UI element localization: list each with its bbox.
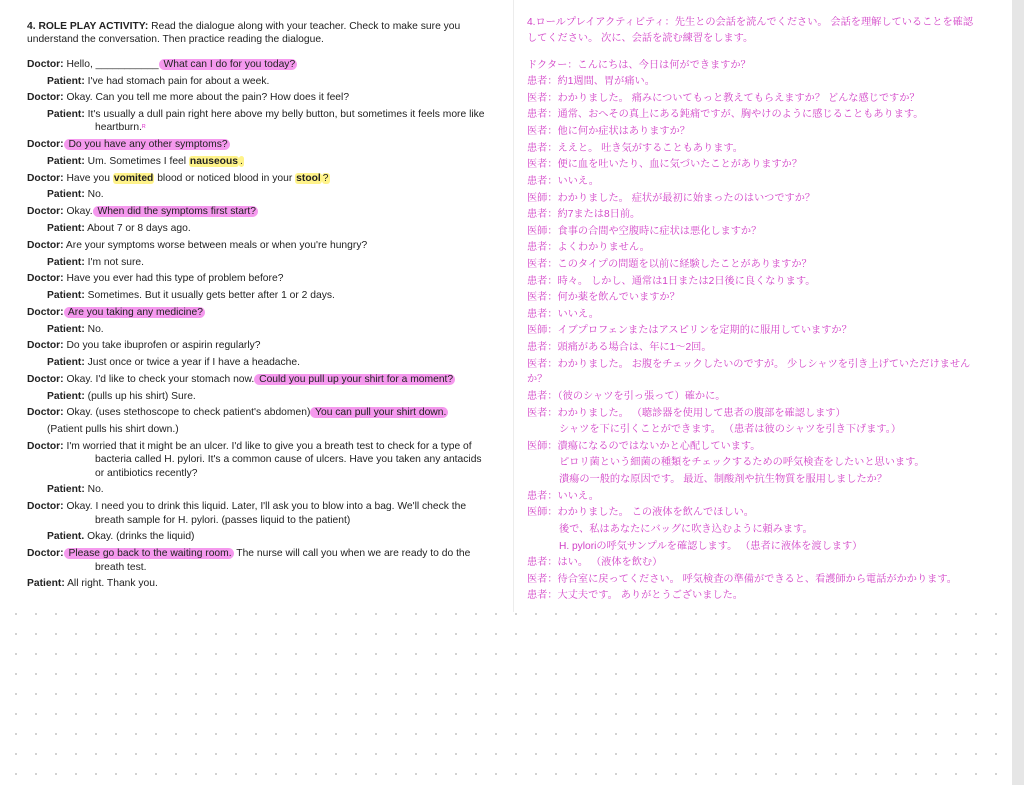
speaker-label: Doctor: bbox=[27, 306, 64, 318]
japanese-line-3: 医者：わかりました。 痛みについてもっと教えてもらえますか？ どんな感じですか？ bbox=[527, 92, 920, 104]
dialogue-line-22 bbox=[27, 423, 489, 436]
pink-highlight: Are you taking any medicine? bbox=[65, 306, 203, 318]
japanese-line-15: 医者：何か薬を飲んでいますか？ bbox=[527, 292, 680, 304]
dialogue-text: No. bbox=[87, 323, 104, 335]
dialogue-text: I'm worried that it might be an ulcer. I'd like to give you a breath test to check for a type of bacteria called H. pylori. It's a common cause of ulcers. Have you taken any antacids or antibiotics recently? bbox=[66, 440, 482, 479]
japanese-line-12: 患者：よくわかりません。 bbox=[527, 242, 650, 254]
dialogue-text: Okay. (uses stethoscope to check patient's abdomen) bbox=[66, 407, 311, 419]
dialogue-text: Hello, ___________ bbox=[66, 58, 159, 70]
activity-title bbox=[27, 20, 489, 47]
japanese-line-19: 医者：わかりました。 お腹をチェックしたいのですが。 少しシャツを引き上げていただけませんか？ bbox=[527, 358, 971, 386]
pink-highlight: What can I do for you today? bbox=[160, 58, 296, 70]
pink-highlight: Could you pull up your shirt for a moment? bbox=[256, 373, 454, 385]
dialogue-line-20 bbox=[27, 390, 489, 403]
dialogue-text: Are your symptoms worse between meals or when you're hungry? bbox=[65, 239, 368, 251]
dialogue-line-25 bbox=[27, 500, 489, 527]
pink-highlight: When did the symptoms first start? bbox=[94, 206, 256, 218]
japanese-line-32: 患者：大丈夫です。 ありがとうございました。 bbox=[527, 590, 743, 602]
dialogue-line-10 bbox=[27, 222, 489, 235]
speaker-label: Doctor: bbox=[27, 172, 64, 184]
stage-direction: (Patient pulls his shirt down.) bbox=[47, 424, 179, 436]
dialogue-line-23 bbox=[27, 440, 489, 480]
speaker-label: Patient: bbox=[47, 290, 85, 302]
dialogue-text: Okay. I need you to drink this liquid. Later, I'll ask you to blow into a bag. We'll check the breath sample for H. pylori. (passes liquid to the patient) bbox=[66, 501, 467, 526]
dialogue-text: All right. Thank you. bbox=[67, 578, 158, 590]
speaker-label: Patient. bbox=[47, 531, 85, 543]
japanese-line-26: 患者：いいえ。 bbox=[527, 490, 599, 502]
dialogue-text: Okay. Can you tell me more about the pain? How does it feel? bbox=[66, 92, 350, 104]
page-edge-scroll-area bbox=[1012, 0, 1024, 785]
dialogue-line-27 bbox=[27, 547, 489, 574]
pink-highlight: Please go back to the waiting room. bbox=[65, 548, 232, 560]
japanese-line-31: 医者：待合室に戻ってください。 呼気検査の準備ができると、看護師から電話がかかります。 bbox=[527, 573, 957, 585]
dialogue-line-15 bbox=[27, 306, 489, 319]
speaker-label: Patient: bbox=[47, 189, 85, 201]
japanese-line-11: 医師：食事の合間や空腹時に症状は悪化しますか？ bbox=[527, 225, 762, 237]
speaker-label: Patient: bbox=[27, 578, 65, 590]
speaker-label: Doctor: bbox=[27, 239, 64, 251]
japanese-line-30: 患者：はい。 （液体を飲む） bbox=[527, 557, 663, 569]
dialogue-line-1 bbox=[27, 58, 489, 71]
dialogue-line-21 bbox=[27, 406, 489, 419]
dialogue-line-5 bbox=[27, 138, 489, 151]
dialogue-text: Have you bbox=[66, 172, 113, 184]
japanese-title: 4.ロールプレイアクティビティ：先生との会話を読んでください。 会話を理解していることを確認してください。 次に、会話を読む練習をします。 bbox=[527, 17, 974, 44]
dialogue-line-6 bbox=[27, 155, 489, 168]
yellow-highlight-punct: . bbox=[240, 155, 243, 167]
yellow-highlight-word: stool bbox=[296, 172, 321, 184]
speaker-label: Patient: bbox=[47, 484, 85, 496]
yellow-highlight-word: nauseous bbox=[189, 155, 238, 167]
dialogue-text: I'm not sure. bbox=[87, 256, 144, 268]
speaker-label: Patient: bbox=[47, 75, 85, 87]
japanese-line-5: 医者：他に何か症状はありますか？ bbox=[527, 126, 690, 138]
japanese-line-29: H. pyloriの呼気サンプルを確認します。 （患者に液体を渡します） bbox=[559, 540, 863, 552]
japanese-line-8: 患者：いいえ。 bbox=[527, 175, 599, 187]
japanese-line-28: 後で、私はあなたにバッグに吹き込むように頼みます。 bbox=[559, 523, 813, 535]
dialogue-line-4 bbox=[27, 108, 489, 135]
japanese-line-4: 患者：通常、おへその真上にある鈍痛ですが、胸やけのように感じることもあります。 bbox=[527, 109, 924, 121]
japanese-line-9: 医師：わかりました。 症状が最初に始まったのはいつですか？ bbox=[527, 192, 816, 204]
dialogue-text: Just once or twice a year if I have a headache. bbox=[87, 357, 300, 369]
japanese-line-22: シャツを下に引くことができます。 （患者は彼のシャツを引き下げます。） bbox=[559, 424, 902, 436]
speaker-label: Doctor: bbox=[27, 548, 64, 560]
dialogue-text: I've had stomach pain for about a week. bbox=[87, 75, 270, 87]
dialogue-line-18 bbox=[27, 356, 489, 369]
japanese-line-6: 患者：ええと。 吐き気がすることもあります。 bbox=[527, 142, 743, 154]
activity-instructions: Read the dialogue along with your teacher. Check to make sure you understand the conversation. Then practice reading the dialogue. bbox=[27, 21, 461, 46]
speaker-label: Patient: bbox=[47, 155, 85, 167]
speaker-label: Doctor: bbox=[27, 501, 64, 513]
annotation-mark: ᴿ bbox=[141, 123, 146, 133]
dialogue-text: Sometimes. But it usually gets better after 1 or 2 days. bbox=[87, 290, 335, 302]
dialogue-line-28 bbox=[27, 577, 489, 590]
japanese-line-7: 医者：便に血を吐いたり、血に気づいたことがありますか？ bbox=[527, 159, 803, 171]
speaker-label: Doctor: bbox=[27, 407, 64, 419]
speaker-label: Patient: bbox=[47, 323, 85, 335]
dialogue-line-8 bbox=[27, 188, 489, 201]
speaker-label: Doctor: bbox=[27, 139, 64, 151]
dialogue-text: blood or noticed blood in your bbox=[154, 172, 296, 184]
japanese-line-18: 患者：頭痛がある場合は、年に1〜2回。 bbox=[527, 341, 712, 353]
dialogue-line-19 bbox=[27, 373, 489, 386]
speaker-label: Doctor: bbox=[27, 340, 64, 352]
japanese-line-1: ドクター：こんにちは、今日は何ができますか？ bbox=[527, 59, 751, 71]
dialogue-text: The nurse will call you when we are ready to do the breath test. bbox=[95, 548, 471, 573]
speaker-label: Doctor: bbox=[27, 92, 64, 104]
dialogue-text: Okay. bbox=[66, 206, 93, 218]
speaker-label: Patient: bbox=[47, 390, 85, 402]
japanese-line-20: 患者：（彼のシャツを引っ張って）確かに。 bbox=[527, 391, 726, 403]
dialogue-text: About 7 or 8 days ago. bbox=[87, 223, 191, 235]
japanese-line-24: ピロリ菌という細菌の種類をチェックするための呼気検査をしたいと思います。 bbox=[559, 457, 925, 469]
dialogue-line-16 bbox=[27, 323, 489, 336]
dialogue-text: No. bbox=[87, 484, 104, 496]
speaker-label: Patient: bbox=[47, 357, 85, 369]
dialogue-line-17 bbox=[27, 339, 489, 352]
japanese-line-21: 医者：わかりました。 （聴診器を使用して患者の腹部を確認します） bbox=[527, 407, 846, 419]
japanese-line-14: 患者：時々。 しかし、通常は1日または2日後に良くなります。 bbox=[527, 275, 816, 287]
japanese-line-25: 潰瘍の一般的な原因です。 最近、制酸剤や抗生物質を服用しましたか？ bbox=[559, 474, 888, 486]
dialogue-line-26 bbox=[27, 530, 489, 543]
speaker-label: Doctor: bbox=[27, 373, 64, 385]
dialogue-text: Have you ever had this type of problem before? bbox=[66, 273, 284, 285]
dialogue-line-14 bbox=[27, 289, 489, 302]
speaker-label: Doctor: bbox=[27, 273, 64, 285]
english-dialogue-column bbox=[27, 20, 489, 594]
pink-highlight: Do you have any other symptoms? bbox=[65, 139, 228, 151]
dialogue-text: Okay. (drinks the liquid) bbox=[87, 531, 195, 543]
japanese-line-23: 医師：潰瘍になるのではないかと心配しています。 bbox=[527, 440, 761, 452]
speaker-label: Patient: bbox=[47, 256, 85, 268]
yellow-highlight-punct: ? bbox=[322, 172, 329, 184]
speaker-label: Doctor: bbox=[27, 58, 64, 70]
dialogue-line-11 bbox=[27, 239, 489, 252]
pink-highlight: You can pull your shirt down. bbox=[312, 407, 447, 419]
dialogue-text: Do you take ibuprofen or aspirin regularly? bbox=[66, 340, 261, 352]
dialogue-line-12 bbox=[27, 256, 489, 269]
dialogue-line-2 bbox=[27, 75, 489, 88]
dialogue-line-3 bbox=[27, 91, 489, 104]
yellow-highlight-word: vomited bbox=[113, 172, 154, 184]
japanese-line-16: 患者：いいえ。 bbox=[527, 308, 599, 320]
column-divider bbox=[513, 0, 514, 612]
speaker-label: Doctor: bbox=[27, 440, 64, 452]
speaker-label: Patient: bbox=[47, 109, 85, 121]
speaker-label: Doctor: bbox=[27, 206, 64, 218]
dialogue-text: Um. Sometimes I feel bbox=[87, 155, 189, 167]
dialogue-text: No. bbox=[87, 189, 104, 201]
activity-title-bold: 4. ROLE PLAY ACTIVITY: bbox=[27, 21, 149, 32]
dialogue-text: It's usually a dull pain right here above my belly button, but sometimes it feels more like heartburn. bbox=[87, 109, 485, 134]
japanese-line-10: 患者：約7または8日前。 bbox=[527, 209, 641, 221]
dialogue-line-9 bbox=[27, 205, 489, 218]
japanese-line-2: 患者：約1週間、胃が痛い。 bbox=[527, 76, 655, 88]
japanese-line-27: 医師：わかりました。 この液体を飲んでほしい。 bbox=[527, 507, 754, 519]
japanese-line-13: 医者：このタイプの問題を以前に経験したことがありますか？ bbox=[527, 258, 812, 270]
dialogue-text: Okay. I'd like to check your stomach now. bbox=[66, 373, 255, 385]
dialogue-text: (pulls up his shirt) Sure. bbox=[87, 390, 196, 402]
dialogue-line-7 bbox=[27, 172, 489, 185]
speaker-label: Patient: bbox=[47, 223, 85, 235]
japanese-line-17: 医師：イブプロフェンまたはアスピリンを定期的に服用していますか？ bbox=[527, 325, 852, 337]
dialogue-line-24 bbox=[27, 483, 489, 496]
japanese-translation-column bbox=[527, 15, 982, 605]
dialogue-line-13 bbox=[27, 272, 489, 285]
